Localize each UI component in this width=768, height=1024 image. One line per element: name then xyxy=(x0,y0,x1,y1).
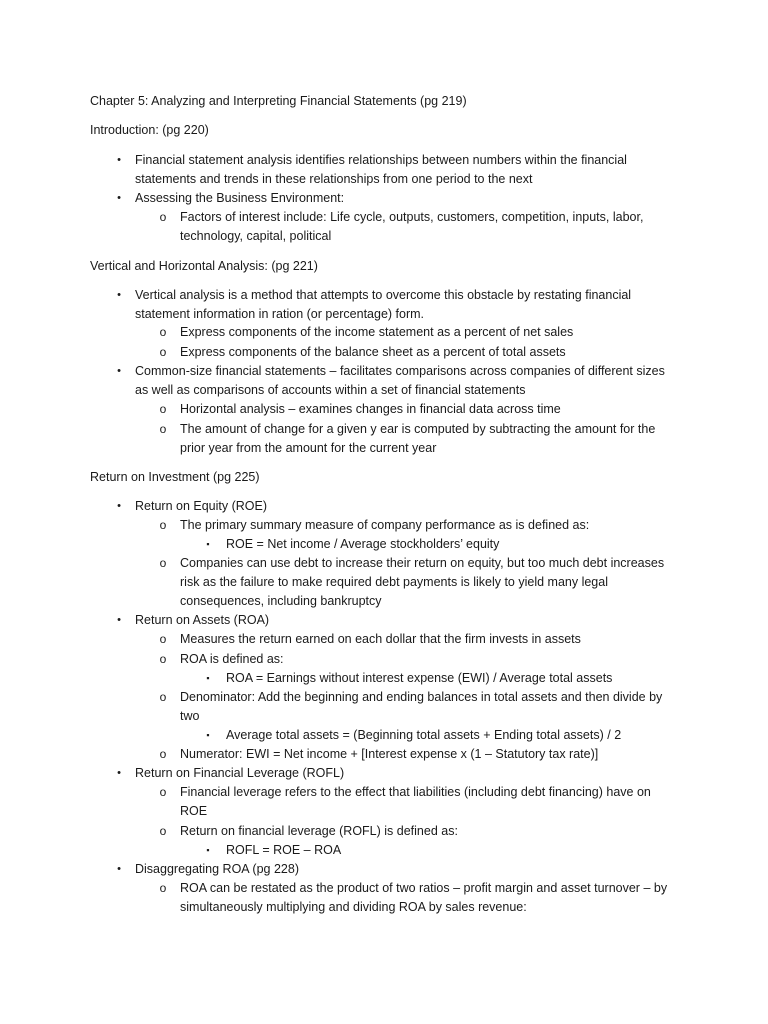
list-item: Disaggregating ROA (pg 228) xyxy=(135,862,299,876)
bullet-icon: • xyxy=(117,614,121,626)
circle-bullet-icon: o xyxy=(159,690,167,704)
square-bullet-icon: ▪ xyxy=(206,673,210,683)
circle-bullet-icon: o xyxy=(159,824,167,838)
bullet-icon: • xyxy=(117,500,121,512)
bullet-icon: • xyxy=(117,289,121,301)
list-item: Financial statement analysis identifies relationships between numbers within the financial xyxy=(135,153,627,167)
list-item: Return on Assets (ROA) xyxy=(135,613,270,627)
list-item-continuation: statements and trends in these relationships from one period to the next xyxy=(135,172,533,186)
sub-list-item: Financial leverage refers to the effect that liabilities (including debt financing) have on xyxy=(180,785,651,799)
list-item: Assessing the Business Environment: xyxy=(135,191,345,205)
sub-list-item: Denominator: Add the beginning and ending balances in total assets and then divide by xyxy=(180,690,663,704)
bullet-icon: • xyxy=(117,767,121,779)
list-item: Return on Financial Leverage (ROFL) xyxy=(135,766,345,780)
sub-list-item: Companies can use debt to increase their return on equity, but too much debt increases xyxy=(180,556,665,570)
sub-list-item-continuation: two xyxy=(180,709,200,723)
sub-list-item-continuation: consequences, including bankruptcy xyxy=(180,594,382,608)
bullet-icon: • xyxy=(117,154,121,166)
sub-list-item: The primary summary measure of company performance as is defined as: xyxy=(180,518,590,532)
sub-list-item-continuation: prior year from the amount for the current year xyxy=(180,441,437,455)
circle-bullet-icon: o xyxy=(159,402,167,416)
sub-list-item: Factors of interest include: Life cycle, outputs, customers, competition, inputs, labor, xyxy=(180,210,644,224)
circle-bullet-icon: o xyxy=(159,210,167,224)
sub-list-item: ROA is defined as: xyxy=(180,652,284,666)
circle-bullet-icon: o xyxy=(159,747,167,761)
sub-list-item: Return on financial leverage (ROFL) is defined as: xyxy=(180,824,458,838)
circle-bullet-icon: o xyxy=(159,881,167,895)
section-heading-return-on-investment: Return on Investment (pg 225) xyxy=(90,470,260,484)
sub-list-item: ROA can be restated as the product of two ratios – profit margin and asset turnover – by xyxy=(180,881,668,895)
sub-list-item: The amount of change for a given y ear is computed by subtracting the amount for the xyxy=(180,422,656,436)
circle-bullet-icon: o xyxy=(159,652,167,666)
formula-item: Average total assets = (Beginning total assets + Ending total assets) / 2 xyxy=(226,728,622,742)
sub-list-item: Express components of the balance sheet as a percent of total assets xyxy=(180,345,566,359)
bullet-icon: • xyxy=(117,863,121,875)
circle-bullet-icon: o xyxy=(159,556,167,570)
circle-bullet-icon: o xyxy=(159,518,167,532)
circle-bullet-icon: o xyxy=(159,632,167,646)
section-heading-vertical-horizontal: Vertical and Horizontal Analysis: (pg 221) xyxy=(90,259,318,273)
list-item-continuation: as well as comparisons of accounts within a set of financial statements xyxy=(135,383,526,397)
sub-list-item-continuation: technology, capital, political xyxy=(180,229,332,243)
circle-bullet-icon: o xyxy=(159,345,167,359)
section-heading-introduction: Introduction: (pg 220) xyxy=(90,123,209,137)
sub-list-item: Express components of the income statement as a percent of net sales xyxy=(180,325,574,339)
document-title: Chapter 5: Analyzing and Interpreting Financial Statements (pg 219) xyxy=(90,94,467,108)
circle-bullet-icon: o xyxy=(159,422,167,436)
bullet-icon: • xyxy=(117,192,121,204)
list-item: Return on Equity (ROE) xyxy=(135,499,267,513)
list-item-continuation: statement information in ration (or percentage) form. xyxy=(135,307,425,321)
square-bullet-icon: ▪ xyxy=(206,845,210,855)
bullet-icon: • xyxy=(117,365,121,377)
sub-list-item: Horizontal analysis – examines changes in financial data across time xyxy=(180,402,561,416)
circle-bullet-icon: o xyxy=(159,325,167,339)
circle-bullet-icon: o xyxy=(159,785,167,799)
sub-list-item-continuation: ROE xyxy=(180,804,208,818)
formula-item: ROFL = ROE – ROA xyxy=(226,843,342,857)
formula-item: ROE = Net income / Average stockholders’ equity xyxy=(226,537,500,551)
list-item: Common-size financial statements – facilitates comparisons across companies of different sizes xyxy=(135,364,665,378)
sub-list-item-continuation: risk as the failure to make required debt payments is likely to yield many legal xyxy=(180,575,608,589)
sub-list-item: Numerator: EWI = Net income + [Interest expense x (1 – Statutory tax rate)] xyxy=(180,747,599,761)
square-bullet-icon: ▪ xyxy=(206,539,210,549)
list-item: Vertical analysis is a method that attempts to overcome this obstacle by restating financial xyxy=(135,288,632,302)
sub-list-item-continuation: simultaneously multiplying and dividing ROA by sales revenue: xyxy=(180,900,527,914)
square-bullet-icon: ▪ xyxy=(206,730,210,740)
sub-list-item: Measures the return earned on each dollar that the firm invests in assets xyxy=(180,632,581,646)
formula-item: ROA = Earnings without interest expense (EWI) / Average total assets xyxy=(226,671,613,685)
